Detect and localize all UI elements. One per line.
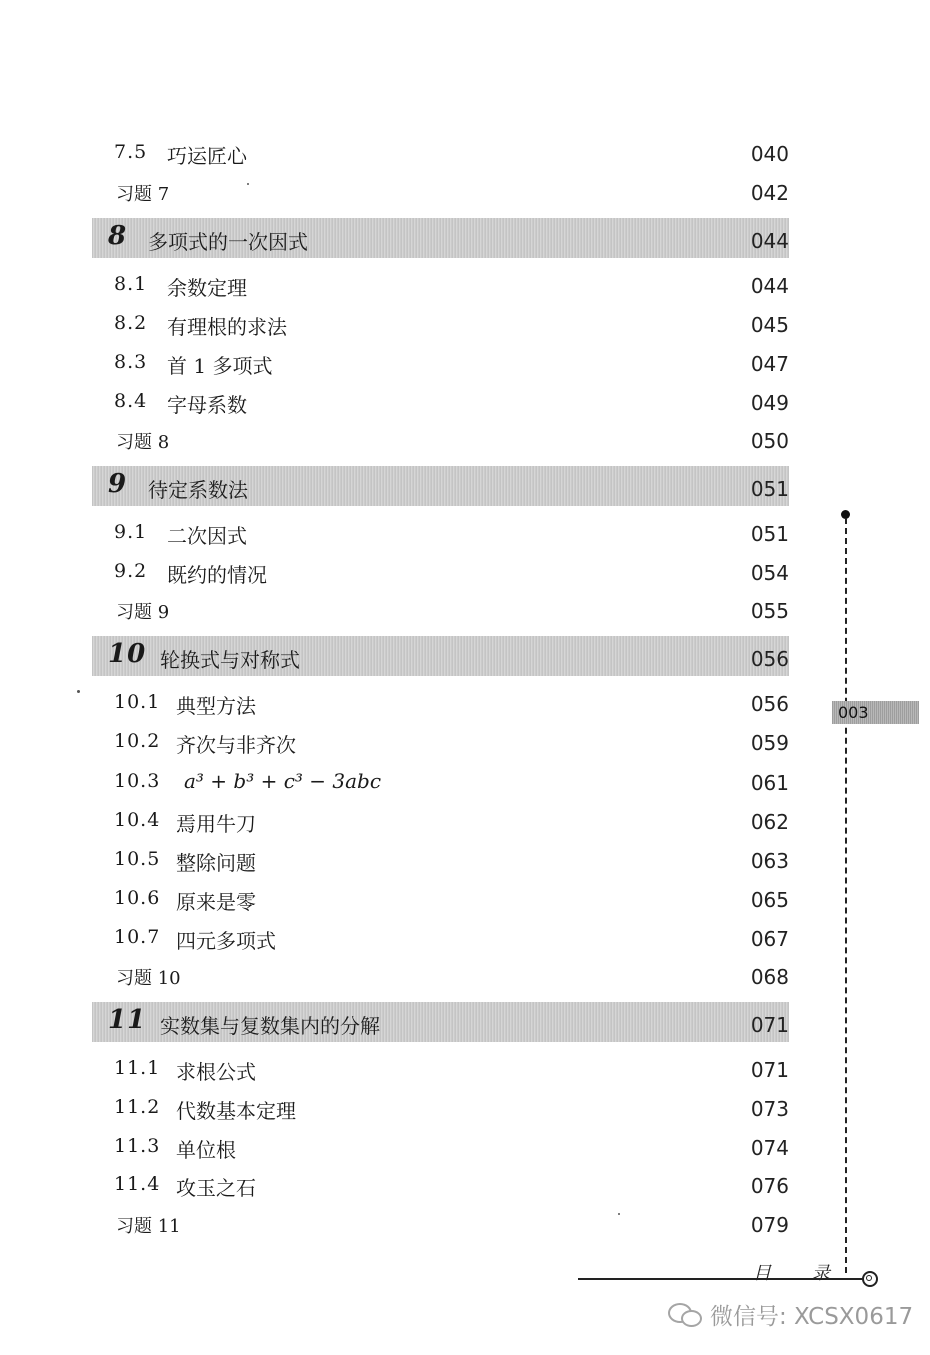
exercise-label: 习题 9	[116, 602, 170, 623]
section-title: 余数定理	[167, 276, 247, 300]
side-page-number: 003	[838, 703, 869, 722]
section-title: 原来是零	[176, 890, 256, 914]
wechat-icon	[668, 1301, 702, 1327]
toc-section-10-3[interactable]	[92, 764, 789, 800]
section-title: 典型方法	[176, 694, 256, 718]
toc-section-9-1[interactable]	[92, 515, 789, 551]
page-number: 061	[750, 771, 789, 795]
section-number: 8.1	[114, 273, 148, 295]
toc-section-10-7[interactable]	[92, 920, 789, 956]
section-title: 代数基本定理	[176, 1099, 296, 1123]
toc-section-10-4[interactable]	[92, 803, 789, 839]
page-number: 076	[750, 1174, 789, 1198]
dashed-margin-rail	[845, 518, 847, 1273]
toc-section-7-5[interactable]	[92, 135, 789, 171]
exercise-label: 习题 8	[116, 432, 170, 453]
section-title: 首 1 多项式	[167, 354, 273, 378]
section-title: 既约的情况	[167, 563, 267, 587]
chapter-title: 多项式的一次因式	[148, 230, 308, 254]
page-number: 062	[750, 810, 789, 834]
page-number: 074	[750, 1136, 789, 1160]
page-number: 044	[750, 274, 789, 298]
exercise-label: 习题 11	[116, 1216, 181, 1237]
section-number: 8.2	[114, 312, 148, 334]
toc-chapter-8[interactable]	[92, 218, 789, 258]
toc-chapter-9[interactable]	[92, 466, 789, 506]
page-number: 068	[750, 965, 789, 989]
section-number: 10.3	[114, 770, 161, 792]
page-number: 065	[750, 888, 789, 912]
section-number: 11.4	[114, 1173, 161, 1195]
section-title: 整除问题	[176, 851, 256, 875]
page-number: 056	[750, 692, 789, 716]
section-number: 11.1	[114, 1057, 161, 1079]
toc-exercise-11[interactable]	[92, 1206, 789, 1242]
page-number: 040	[750, 142, 789, 166]
page-number: 056	[750, 647, 789, 671]
chapter-number: 9	[108, 469, 128, 499]
page-number: 047	[750, 352, 789, 376]
toc-section-8-4[interactable]	[92, 384, 789, 420]
chapter-number: 8	[108, 221, 128, 251]
toc-section-10-5[interactable]	[92, 842, 789, 878]
section-number: 11.2	[114, 1096, 161, 1118]
section-number: 10.6	[114, 887, 161, 909]
page-number: 051	[750, 522, 789, 546]
page-number: 071	[750, 1058, 789, 1082]
chapter-number: 10	[108, 639, 147, 669]
section-title: 求根公式	[176, 1060, 256, 1084]
section-title: 四元多项式	[176, 929, 276, 953]
page-number: 063	[750, 849, 789, 873]
page-number: 054	[750, 561, 789, 585]
exercise-label: 习题 7	[116, 184, 170, 205]
toc-exercise-8[interactable]	[92, 422, 789, 458]
section-title: 攻玉之石	[176, 1176, 256, 1200]
exercise-label: 习题 10	[116, 968, 181, 989]
toc-exercise-9[interactable]	[92, 592, 789, 628]
toc-exercise-10[interactable]	[92, 958, 789, 994]
chapter-title: 轮换式与对称式	[160, 648, 300, 672]
toc-chapter-11[interactable]	[92, 1002, 789, 1042]
toc-exercise-7[interactable]	[92, 174, 789, 210]
page-number: 067	[750, 927, 789, 951]
section-number: 10.1	[114, 691, 161, 713]
chapter-number: 11	[108, 1005, 147, 1035]
section-title: 有理根的求法	[167, 315, 287, 339]
footer-circle-icon	[862, 1271, 878, 1287]
page-number: 059	[750, 731, 789, 755]
section-number: 10.4	[114, 809, 161, 831]
toc-section-11-2[interactable]	[92, 1090, 789, 1126]
page-number: 073	[750, 1097, 789, 1121]
wechat-watermark	[668, 1296, 913, 1332]
chapter-title: 待定系数法	[148, 478, 248, 502]
page-number: 045	[750, 313, 789, 337]
toc-section-11-4[interactable]	[92, 1167, 789, 1203]
footer-label-mu: 目	[753, 1263, 771, 1284]
section-title: 字母系数	[167, 393, 247, 417]
section-title-formula: a³ + b³ + c³ − 3abc	[184, 769, 382, 793]
page-number: 050	[750, 429, 789, 453]
toc-section-9-2[interactable]	[92, 554, 789, 590]
toc-section-8-1[interactable]	[92, 267, 789, 303]
page-number: 071	[750, 1013, 789, 1037]
toc-section-11-1[interactable]	[92, 1051, 789, 1087]
page-number: 051	[750, 477, 789, 501]
toc-section-10-1[interactable]	[92, 685, 789, 721]
section-number: 8.4	[114, 390, 148, 412]
toc-chapter-10[interactable]	[92, 636, 789, 676]
section-number: 10.7	[114, 926, 161, 948]
section-number: 10.2	[114, 730, 161, 752]
watermark-text: 微信号: XCSX0617	[710, 1303, 914, 1330]
scan-speck	[247, 183, 249, 185]
section-number: 10.5	[114, 848, 161, 870]
scan-speck	[77, 690, 80, 693]
section-title: 焉用牛刀	[176, 812, 256, 836]
page-number: 055	[750, 599, 789, 623]
section-number: 11.3	[114, 1135, 161, 1157]
toc-section-10-6[interactable]	[92, 881, 789, 917]
toc-section-8-2[interactable]	[92, 306, 789, 342]
section-title: 巧运匠心	[167, 144, 247, 168]
section-title: 单位根	[176, 1138, 236, 1162]
page-number: 044	[750, 229, 789, 253]
toc-section-8-3[interactable]	[92, 345, 789, 381]
footer-label-lu: 录	[812, 1263, 830, 1284]
page-number: 079	[750, 1213, 789, 1237]
section-number: 8.3	[114, 351, 148, 373]
side-page-tab	[832, 701, 919, 724]
page-number: 042	[750, 181, 789, 205]
toc-section-11-3[interactable]	[92, 1129, 789, 1165]
chapter-title: 实数集与复数集内的分解	[160, 1014, 380, 1038]
toc-section-10-2[interactable]	[92, 724, 789, 760]
section-number: 7.5	[114, 141, 148, 163]
section-number: 9.2	[114, 560, 148, 582]
page-number: 049	[750, 391, 789, 415]
scan-speck	[618, 1213, 620, 1215]
section-title: 齐次与非齐次	[176, 733, 296, 757]
section-number: 9.1	[114, 521, 148, 543]
section-title: 二次因式	[167, 524, 247, 548]
